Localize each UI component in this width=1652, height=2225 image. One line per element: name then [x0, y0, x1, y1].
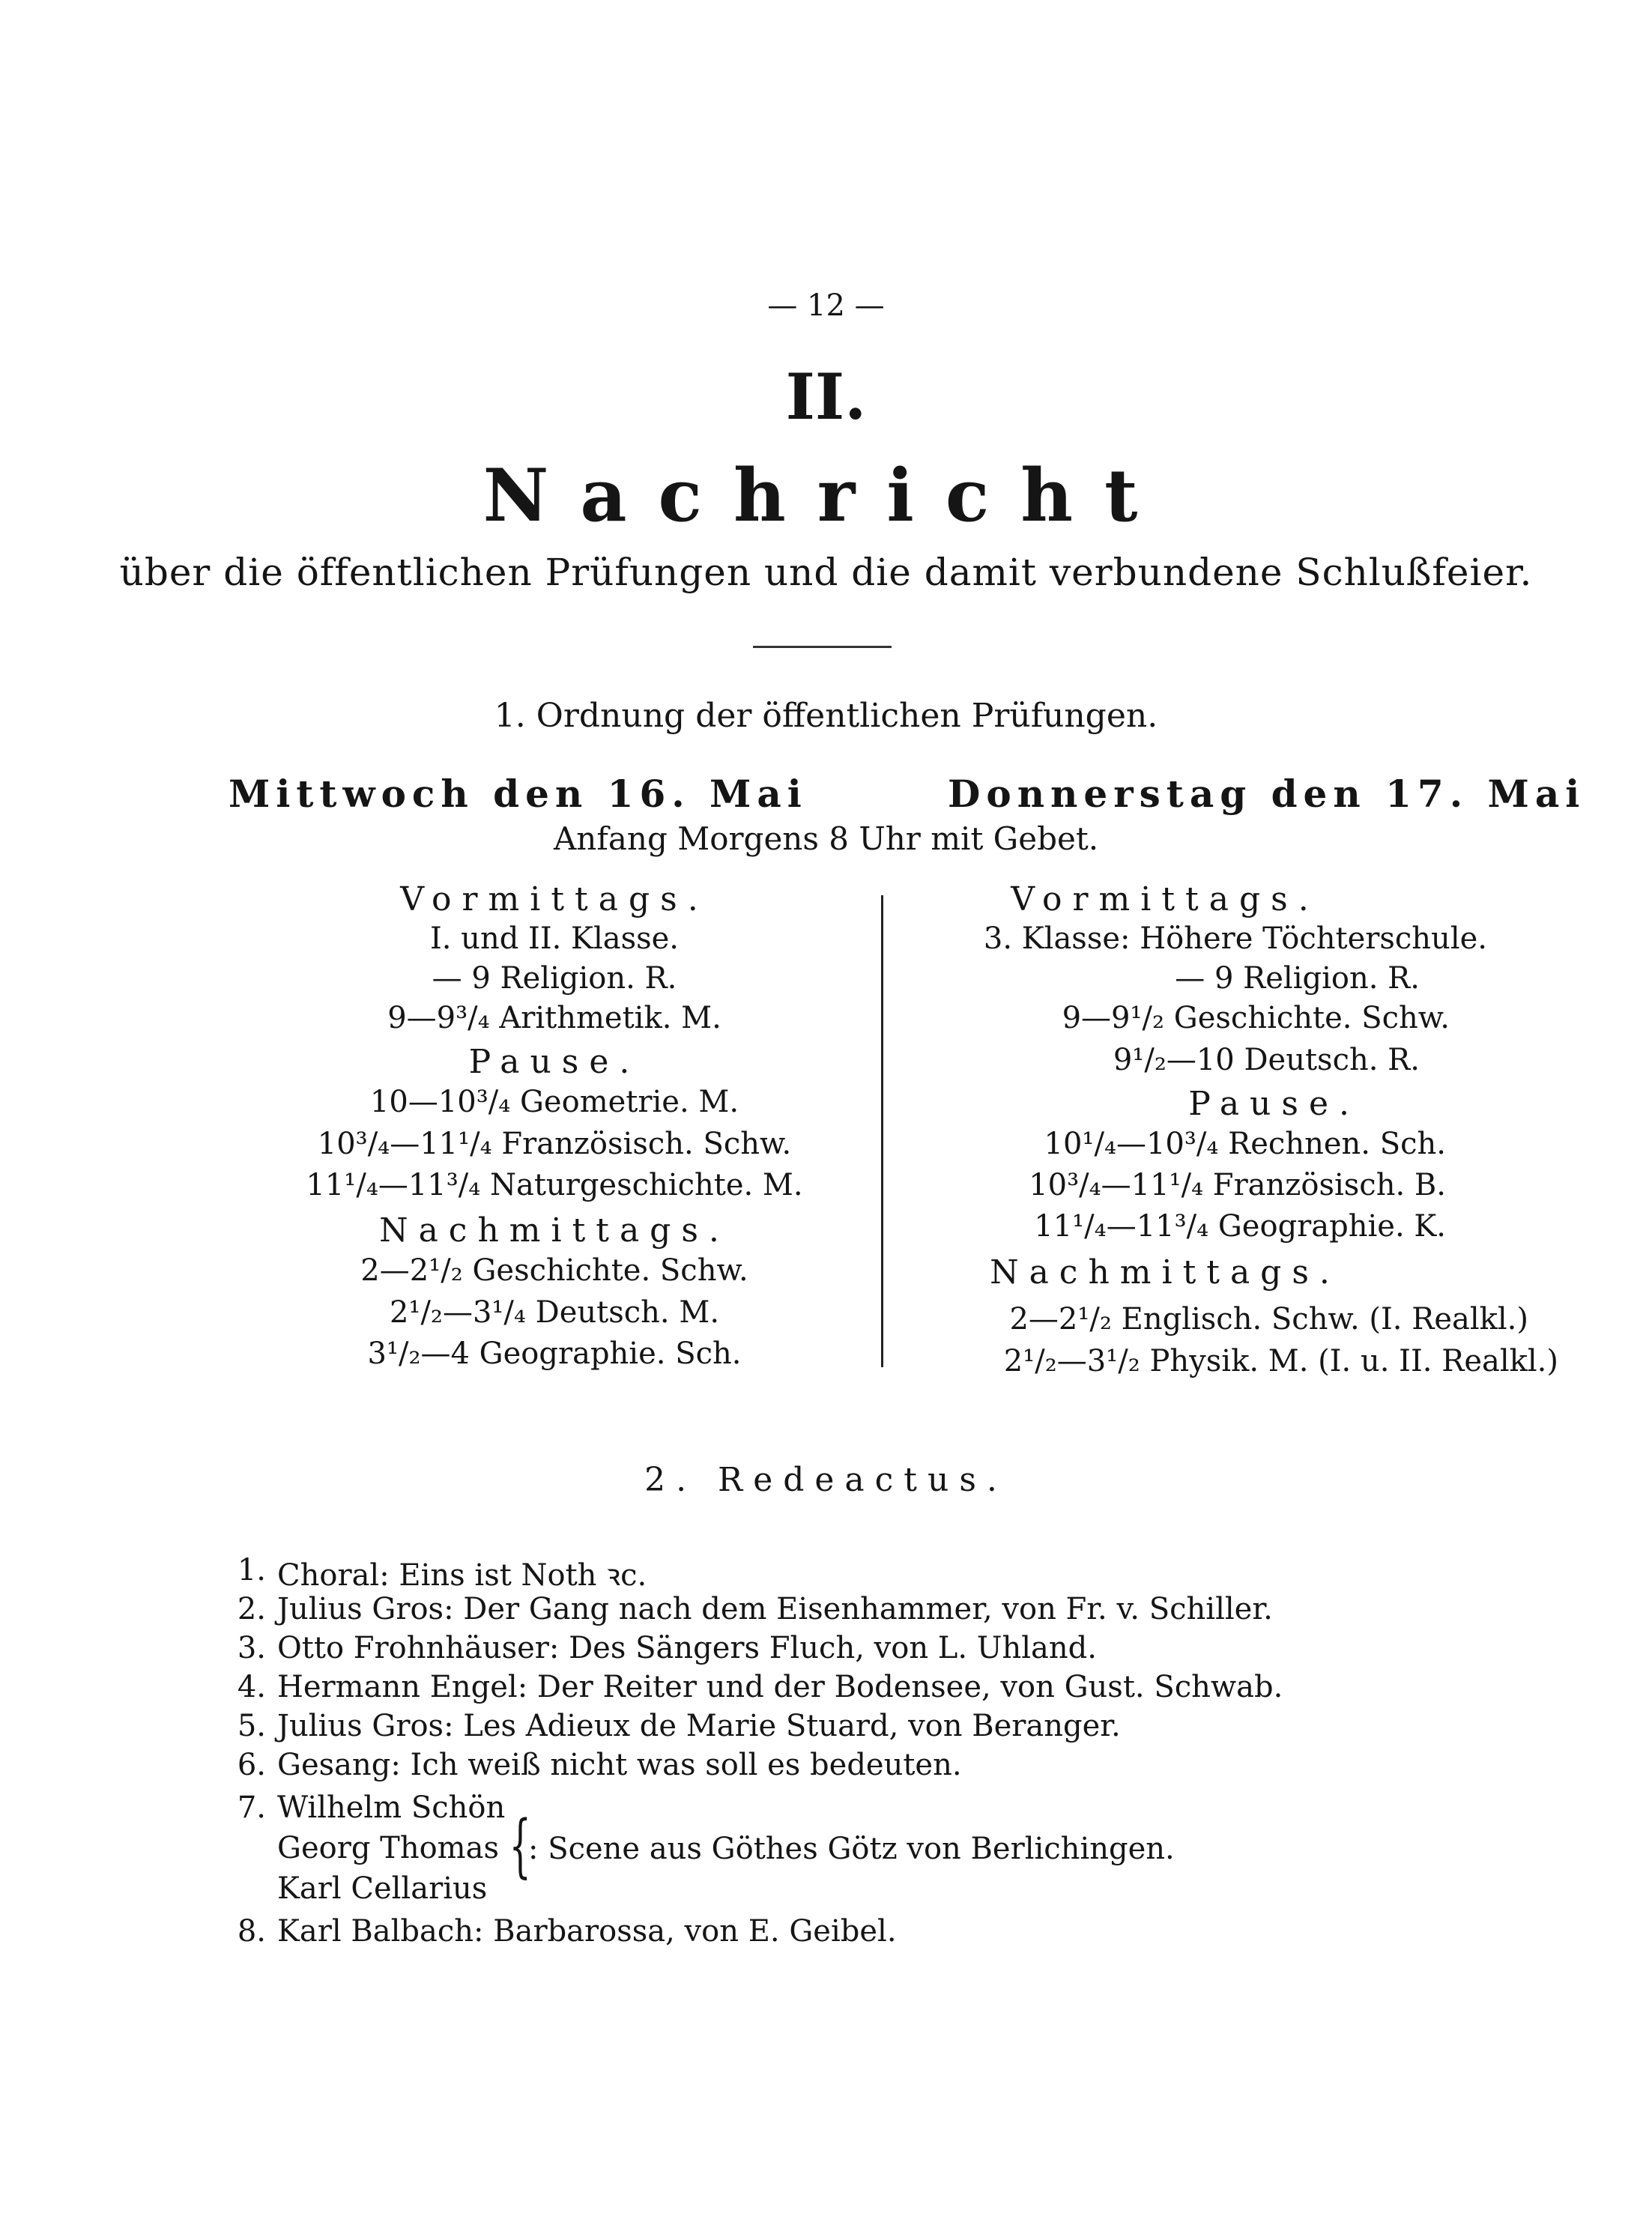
- program-item-text: Karl Balbach: Barbarossa, von E. Geibel.: [277, 1914, 897, 1949]
- program-item-text: Georg Thomas: [277, 1831, 499, 1865]
- program-item-text: Wilhelm Schön: [277, 1790, 506, 1825]
- section-roman-numeral: II.: [785, 360, 867, 434]
- section-2-heading: 2. Redeactus.: [644, 1461, 1008, 1499]
- left-schedule-line: Vormittags.: [400, 880, 709, 918]
- left-schedule-line: 9—9³/₄ Arithmetik. M.: [387, 1001, 721, 1035]
- program-item-text: Julius Gros: Les Adieux de Marie Stuard, von Beranger.: [277, 1709, 1121, 1743]
- day-heading-left: Mittwoch den 16. Mai: [229, 772, 808, 816]
- left-schedule-line: 2¹/₂—3¹/₄ Deutsch. M.: [389, 1295, 720, 1330]
- left-schedule-line: 11¹/₄—11³/₄ Naturgeschichte. M.: [306, 1168, 803, 1202]
- program-item-number: 5.: [237, 1709, 266, 1743]
- grouping-brace: {: [509, 1805, 531, 1886]
- right-schedule-line: Nachmittags.: [990, 1253, 1340, 1292]
- right-schedule-line: 2—2¹/₂ Englisch. Schw. (I. Realkl.): [1009, 1302, 1528, 1336]
- section-1-heading: 1. Ordnung der öffentlichen Prüfungen.: [494, 697, 1158, 735]
- title-rule: [753, 646, 892, 648]
- left-schedule-line: 2—2¹/₂ Geschichte. Schw.: [360, 1253, 748, 1288]
- program-item-number: 6.: [237, 1748, 266, 1782]
- left-schedule-line: Nachmittags.: [379, 1211, 730, 1250]
- left-schedule-line: 10—10³/₄ Geometrie. M.: [369, 1085, 739, 1119]
- right-schedule-line: Pause.: [1188, 1085, 1360, 1123]
- page-subtitle: über die öffentlichen Prüfungen und die damit verbundene Schlußfeier.: [119, 551, 1533, 594]
- right-schedule-line: 9—9¹/₂ Geschichte. Schw.: [1062, 1001, 1450, 1035]
- left-schedule-line: Pause.: [468, 1043, 641, 1081]
- left-schedule-line: — 9 Religion. R.: [432, 961, 677, 996]
- program-item-text: Gesang: Ich weiß nicht was soll es bedeuten.: [277, 1748, 962, 1782]
- right-schedule-line: 3. Klasse: Höhere Töchterschule.: [983, 921, 1487, 956]
- left-schedule-line: 3¹/₂—4 Geographie. Sch.: [367, 1336, 742, 1371]
- right-schedule-line: 10³/₄—11¹/₄ Französisch. B.: [1029, 1168, 1446, 1202]
- program-item-number: 2.: [237, 1592, 266, 1626]
- right-schedule-line: 11¹/₄—11³/₄ Geographie. K.: [1034, 1209, 1446, 1244]
- program-item-number: 8.: [237, 1914, 266, 1949]
- program-item-number: 3.: [237, 1631, 266, 1665]
- program-item-text: Otto Frohnhäuser: Des Sängers Fluch, von L. Uhland.: [277, 1631, 1097, 1665]
- right-schedule-line: Vormittags.: [1011, 880, 1319, 918]
- program-item-text: Julius Gros: Der Gang nach dem Eisenhammer, von Fr. v. Schiller.: [277, 1592, 1273, 1626]
- program-item-number: 1.: [237, 1553, 266, 1587]
- scene-note: : Scene aus Göthes Götz von Berlichingen.: [528, 1832, 1175, 1866]
- program-item-text: Choral: Eins ist Noth ꝛc.: [277, 1558, 647, 1593]
- program-item-text: Hermann Engel: Der Reiter und der Bodensee, von Gust. Schwab.: [277, 1670, 1283, 1704]
- left-schedule-line: 10³/₄—11¹/₄ Französisch. Schw.: [317, 1127, 792, 1161]
- program-item-number: 7.: [237, 1790, 266, 1825]
- start-note: Anfang Morgens 8 Uhr mit Gebet.: [553, 820, 1099, 857]
- right-schedule-line: 9¹/₂—10 Deutsch. R.: [1113, 1043, 1420, 1077]
- page-number: — 12 —: [767, 288, 885, 323]
- right-schedule-line: — 9 Religion. R.: [1175, 961, 1420, 996]
- day-heading-right: Donnerstag den 17. Mai: [948, 772, 1586, 816]
- right-schedule-line: 10¹/₄—10³/₄ Rechnen. Sch.: [1044, 1127, 1446, 1161]
- left-schedule-line: I. und II. Klasse.: [429, 921, 680, 956]
- page-title: Nachricht: [482, 453, 1170, 538]
- right-schedule-line: 2¹/₂—3¹/₂ Physik. M. (I. u. II. Realkl.): [1003, 1344, 1558, 1378]
- program-item-number: 4.: [237, 1670, 266, 1704]
- program-item-text: Karl Cellarius: [277, 1871, 488, 1906]
